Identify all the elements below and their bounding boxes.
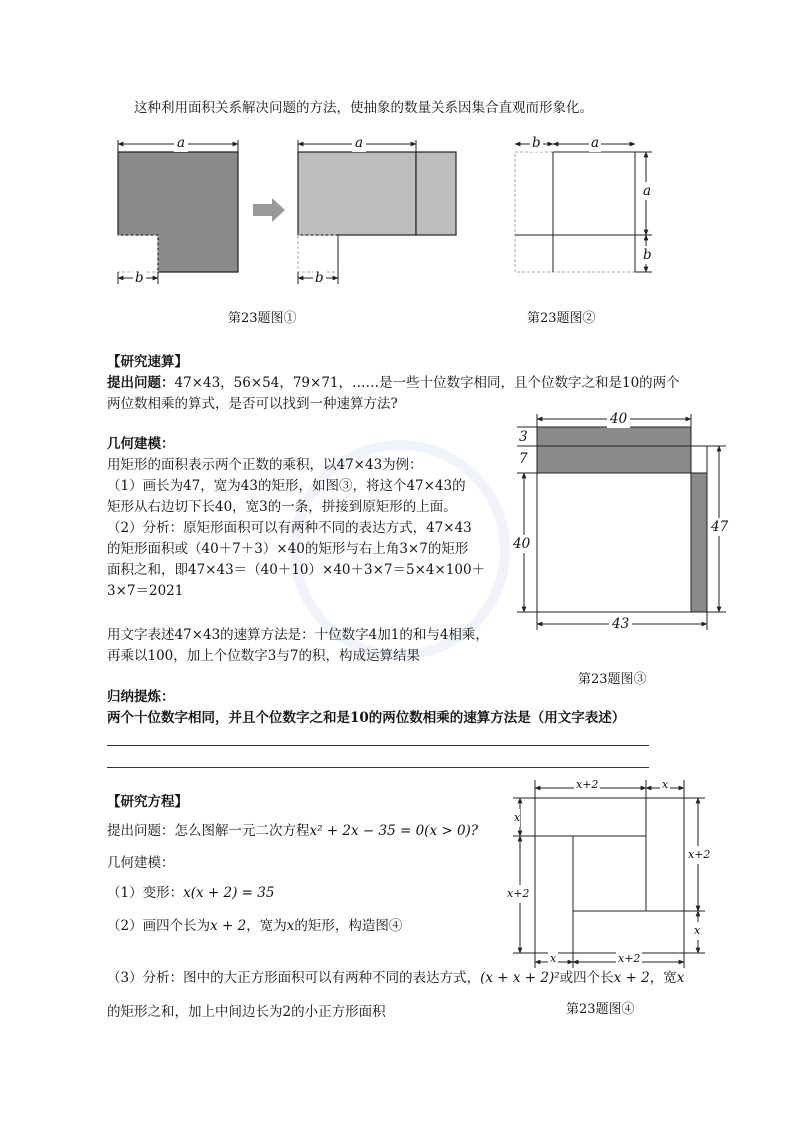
fig3-label-top: 40 bbox=[607, 410, 630, 428]
fig4-label-top1: x+2 bbox=[574, 776, 600, 794]
research2-question: 提出问题：怎么图解一元二次方程x² + 2x − 35 = 0(x > 0)? bbox=[107, 823, 479, 839]
research1-word-0: 用文字表述47×43的速算方法是：十位数字4加1的和与4相乘， bbox=[107, 627, 489, 643]
fig3-label-left: 40 bbox=[513, 536, 531, 552]
fig1-rearranged bbox=[298, 140, 456, 284]
fig4-label-right1: x+2 bbox=[688, 846, 710, 864]
fig1-caption: 第23题图① bbox=[228, 311, 297, 326]
research2-model-heading: 几何建模： bbox=[107, 855, 175, 871]
research2-heading: 【研究方程】 bbox=[107, 794, 188, 810]
research1-line-0: 用矩形的面积表示两个正数的乘积，以47×43为例： bbox=[107, 457, 423, 473]
fig4-label-bottom1: x bbox=[548, 950, 558, 968]
research2-step3: （3）分析：图中的大正方形面积可以有两种不同的表达方式，(x + x + 2)²或四个长x + 2，宽x bbox=[107, 970, 685, 986]
fig3-caption: 第23题图③ bbox=[578, 672, 647, 687]
research2-step3-cont: 的矩形之和，加上中间边长为2的小正方形面积 bbox=[107, 1004, 386, 1020]
research1-line-2: 矩形从右边切下长40，宽3的一条，拼接到原矩形的上面。 bbox=[107, 499, 457, 515]
fig3-label-3: 3 bbox=[519, 429, 528, 445]
fig1-label-b: b bbox=[135, 270, 144, 286]
fig2-square bbox=[515, 144, 652, 272]
research1-line-6: 3×7＝2021 bbox=[107, 583, 184, 599]
fig2-label-a-top: a bbox=[591, 135, 600, 151]
research1-question: 提出问题：47×43，56×54，79×71，……是一些十位数字相同，且个位数字之和是10的两个 bbox=[107, 375, 680, 391]
fig1-label-a: a bbox=[174, 134, 188, 152]
fig1r-label-a: a bbox=[352, 134, 366, 152]
fig3-rectangles bbox=[517, 414, 729, 630]
intro-text: 这种利用面积关系解决问题的方法，使抽象的数量关系因集合直观而形象化。 bbox=[134, 100, 593, 116]
research2-step2: （2）画四个长为x + 2，宽为x的矩形，构造图④ bbox=[107, 918, 403, 934]
fig4-label-left1: x bbox=[514, 809, 520, 827]
research1-line-3: （2）分析：原矩形面积可以有两种不同的表达方式，47×43 bbox=[107, 520, 472, 536]
research1-heading: 【研究速算】 bbox=[107, 354, 188, 370]
fig2-caption: 第23题图② bbox=[527, 311, 596, 326]
fig2-label-b-top: b bbox=[532, 135, 541, 151]
fig3-label-right: 47 bbox=[711, 519, 729, 535]
fig3-label-7: 7 bbox=[519, 451, 528, 467]
fig2-label-b-side: b bbox=[643, 247, 652, 263]
fig4-label-left2: x+2 bbox=[507, 885, 529, 903]
summary-heading: 归纳提炼： bbox=[107, 689, 175, 705]
research1-model-heading: 几何建模： bbox=[107, 436, 175, 452]
research1-line-1: （1）画长为47，宽为43的矩形，如图③，将这个47×43的 bbox=[107, 478, 466, 494]
research1-line-5: 面积之和，即47×43＝（40＋10）×40＋3×7＝5×4×100＋ bbox=[107, 562, 486, 578]
fig2-label-a-side: a bbox=[643, 183, 652, 199]
fig4-label-bottom2: x+2 bbox=[616, 950, 642, 968]
transform-arrow-icon bbox=[253, 198, 285, 222]
answer-line-2[interactable] bbox=[107, 767, 649, 768]
fig4-caption: 第23题图④ bbox=[566, 1002, 635, 1017]
research1-line-4: 的矩形面积或（40＋7＋3）×40的矩形与右上角3×7的矩形 bbox=[107, 541, 469, 557]
fig1-l-shape bbox=[118, 140, 238, 284]
fig1r-label-b: b bbox=[315, 270, 324, 286]
research1-word-1: 再乘以100，加上个位数字3与7的积，构成运算结果 bbox=[107, 648, 420, 664]
fig4-label-top2: x bbox=[660, 776, 670, 794]
fig3-label-bottom: 43 bbox=[609, 615, 632, 633]
fig4-label-right2: x bbox=[694, 922, 700, 940]
fig4-square bbox=[513, 780, 705, 968]
summary-text: 两个十位数字相同，并且个位数字之和是10的两位数相乘的速算方法是（用文字表述） bbox=[107, 710, 626, 726]
answer-line-1[interactable] bbox=[107, 745, 649, 746]
research1-question-cont: 两位数相乘的算式，是否可以找到一种速算方法? bbox=[107, 396, 398, 412]
research2-step1: （1）变形：x(x + 2) = 35 bbox=[107, 885, 275, 901]
